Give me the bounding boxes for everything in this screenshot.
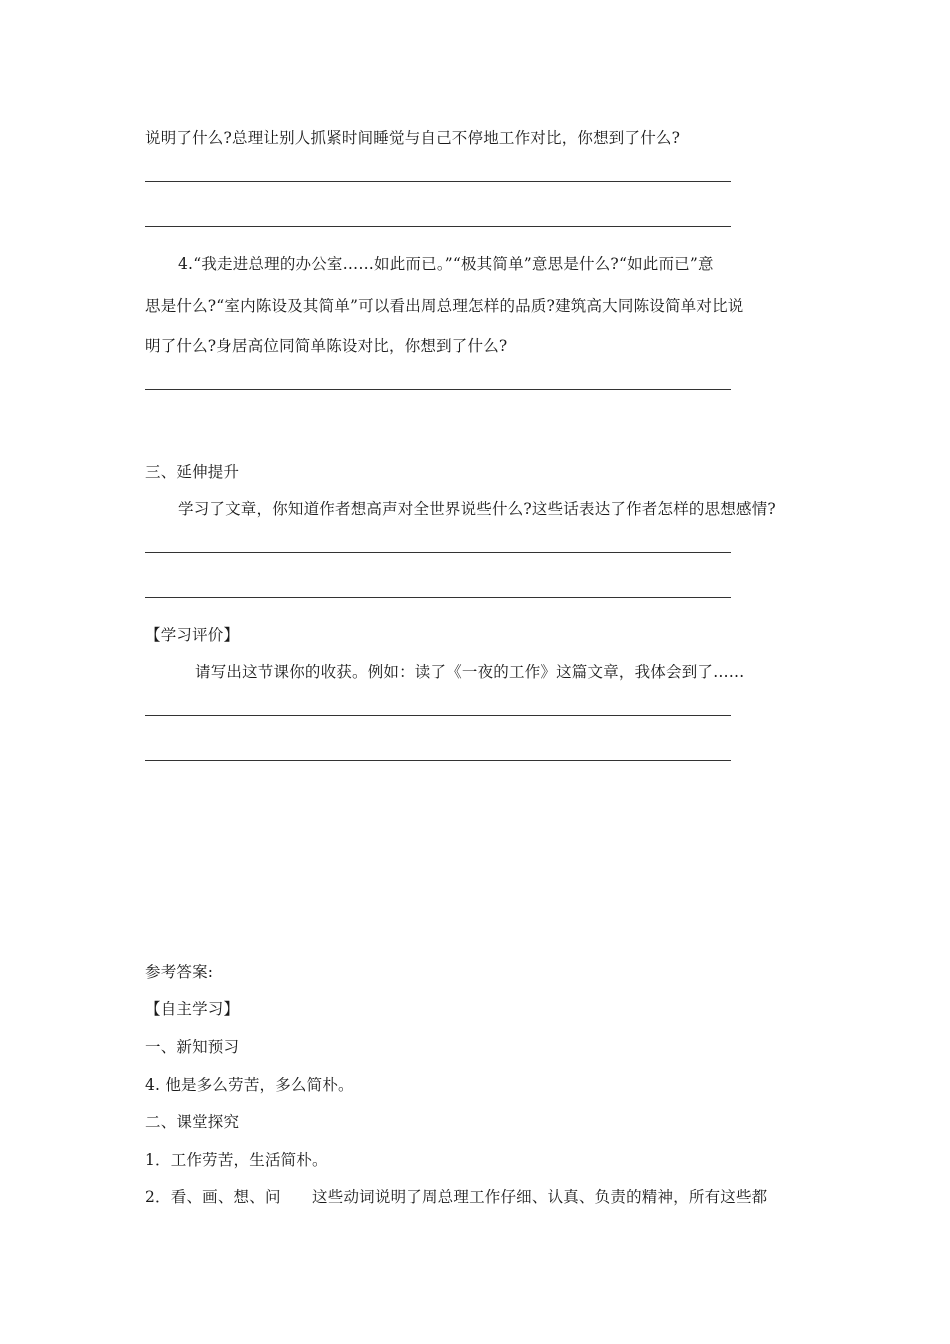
answer-line[interactable] [145,715,731,716]
answer-line[interactable] [145,760,731,761]
question-4-line-3: 明了什么?身居高位同简单陈设对比，你想到了什么? [145,337,508,355]
self-study-heading: 【自主学习】 [145,1000,240,1018]
answer-line[interactable] [145,552,731,553]
answer-line[interactable] [145,226,731,227]
question-3-continuation: 说明了什么?总理让别人抓紧时间睡觉与自己不停地工作对比，你想到了什么? [145,129,681,147]
section-3-heading: 三、延伸提升 [145,463,240,481]
answer-item-2: 2．看、画、想、问 这些动词说明了周总理工作仔细、认真、负责的精神，所有这些都 [145,1188,768,1206]
section-3-question: 学习了文章，你知道作者想高声对全世界说些什么?这些话表达了作者怎样的思想感情? [178,500,776,518]
preview-heading: 一、新知预习 [145,1038,240,1056]
question-4-line-1: 4.“我走进总理的办公室……如此而已。”“极其简单”意思是什么?“如此而已”意 [178,255,714,273]
answers-title: 参考答案: [145,963,214,981]
answer-line[interactable] [145,389,731,390]
evaluation-heading: 【学习评价】 [145,626,240,644]
class-exploration-heading: 二、课堂探究 [145,1113,240,1131]
answer-line[interactable] [145,597,731,598]
preview-answer-4: 4. 他是多么劳苦，多么简朴。 [145,1076,354,1094]
evaluation-prompt: 请写出这节课你的收获。例如：读了《一夜的工作》这篇文章，我体会到了…… [195,663,745,681]
answer-item-1: 1．工作劳苦，生活简朴。 [145,1151,328,1169]
answer-line[interactable] [145,181,731,182]
question-4-line-2: 思是什么?“室内陈设及其简单”可以看出周总理怎样的品质?建筑高大同陈设简单对比说 [145,297,744,315]
